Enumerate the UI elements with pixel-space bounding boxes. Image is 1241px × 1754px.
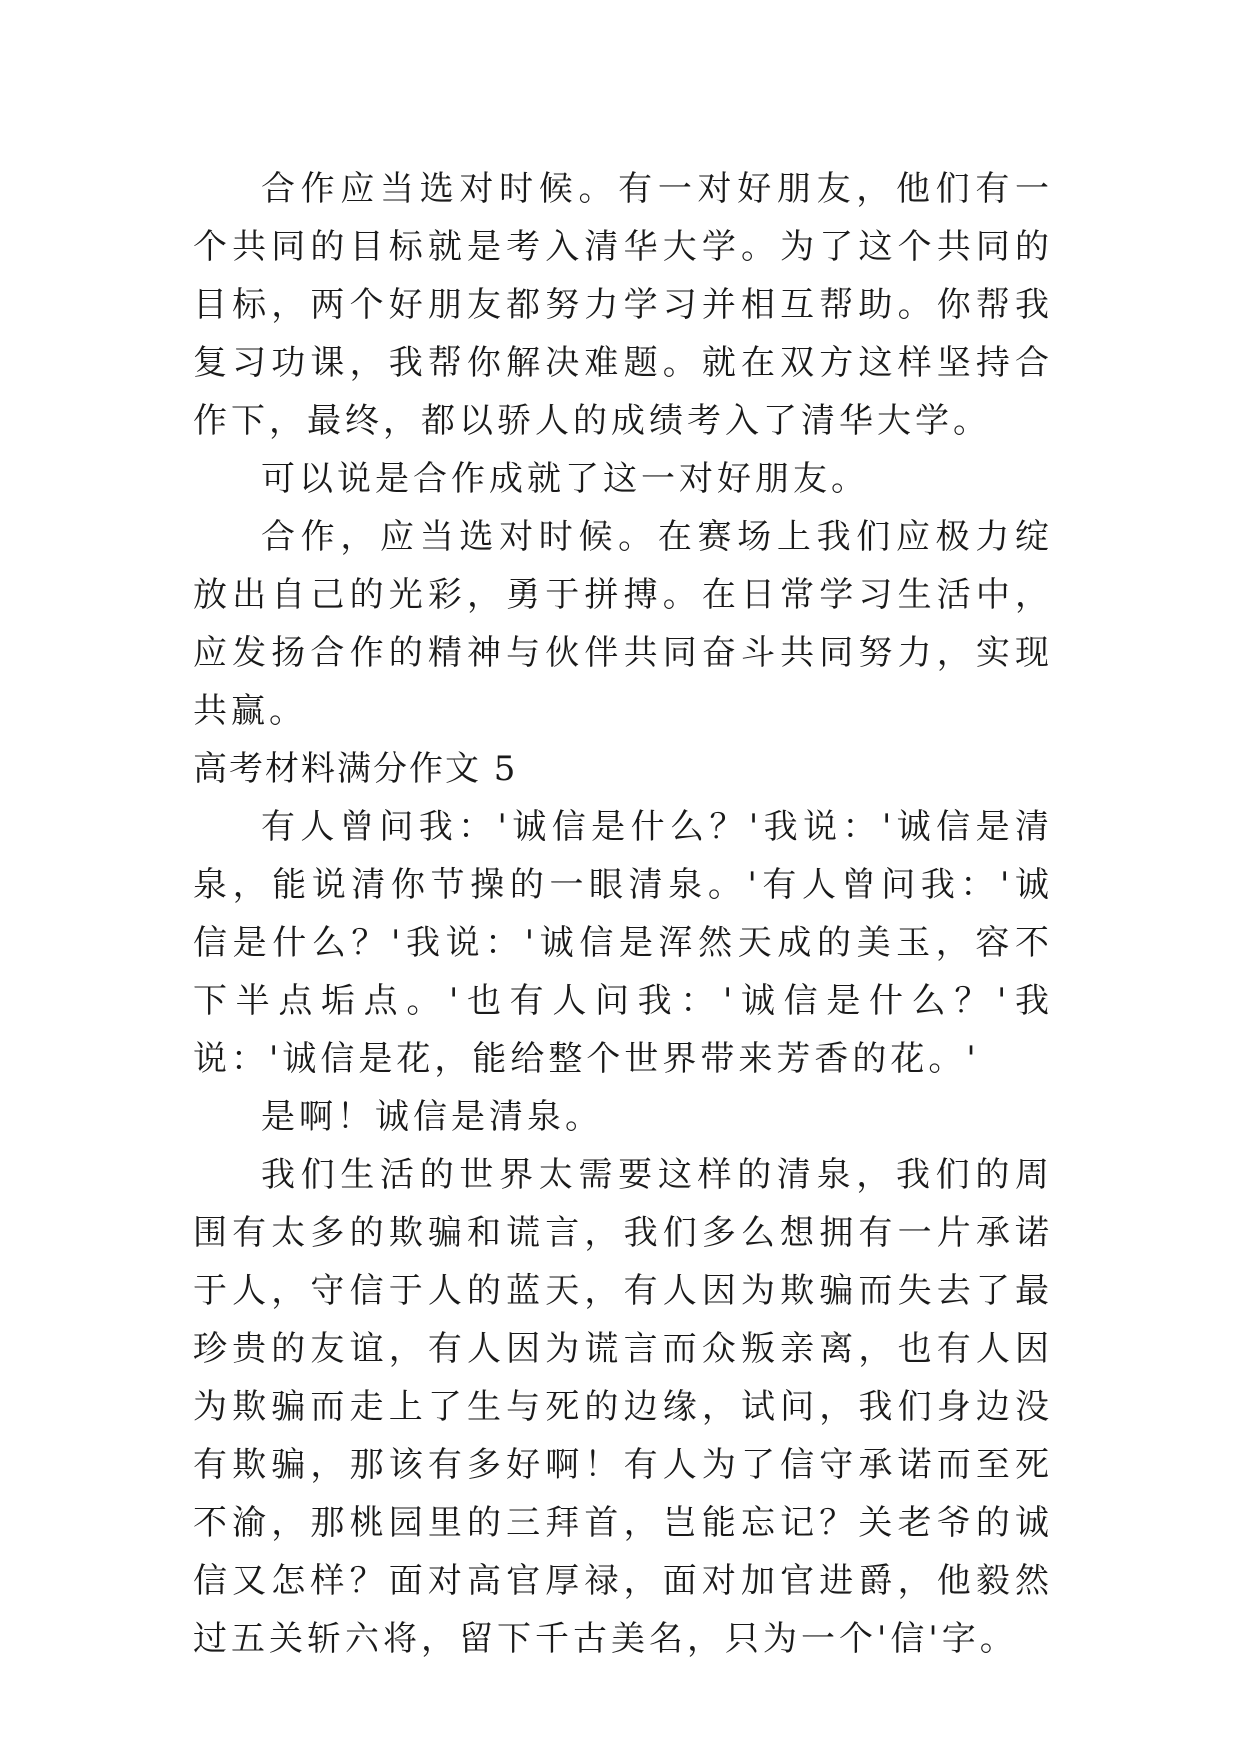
paragraph-integrity-dialogue: 有人曾问我：'诚信是什么？'我说：'诚信是清泉，能说清你节操的一眼清泉。'有人曾问我：'诚信是什么？'我说：'诚信是浑然天成的美玉，容不下半点垢点。'也有人问我：'诚信是什么？'我说：'诚信是花，能给整个世界带来芳香的花。' bbox=[193, 807, 1053, 1079]
paragraph-integrity-exclaim: 是啊！诚信是清泉。 bbox=[261, 1097, 603, 1137]
paragraph-cooperation-story: 合作应当选对时候。有一对好朋友，他们有一个共同的目标就是考入清华大学。为了这个共同的目标，两个好朋友都努力学习并相互帮助。你帮我复习功课，我帮你解决难题。就在双方这样坚持合作下，最终，都以骄人的成绩考入了清华大学。 bbox=[193, 169, 1053, 441]
paragraph-cooperation-summary: 合作，应当选对时候。在赛场上我们应极力绽放出自己的光彩，勇于拼搏。在日常学习生活中，应发扬合作的精神与伙伴共同奋斗共同努力，实现共赢。 bbox=[193, 517, 1053, 731]
paragraph-integrity-argument: 我们生活的世界太需要这样的清泉，我们的周围有太多的欺骗和谎言，我们多么想拥有一片承诺于人，守信于人的蓝天，有人因为欺骗而失去了最珍贵的友谊，有人因为谎言而众叛亲离，也有人因为欺骗而走上了生与死的边缘，试问，我们身边没有欺骗，那该有多好啊！有人为了信守承诺而至死不渝，那桃园里的三拜首，岂能忘记？关老爷的诚信又怎样？面对高官厚禄，面对加官进爵，他毅然过五关斩六将，留下千古美名，只为一个'信'字。 bbox=[193, 1155, 1053, 1659]
document-page bbox=[193, 160, 1053, 1668]
section-heading: 高考材料满分作文 5 bbox=[193, 749, 518, 789]
paragraph-cooperation-conclusion: 可以说是合作成就了这一对好朋友。 bbox=[261, 459, 869, 499]
